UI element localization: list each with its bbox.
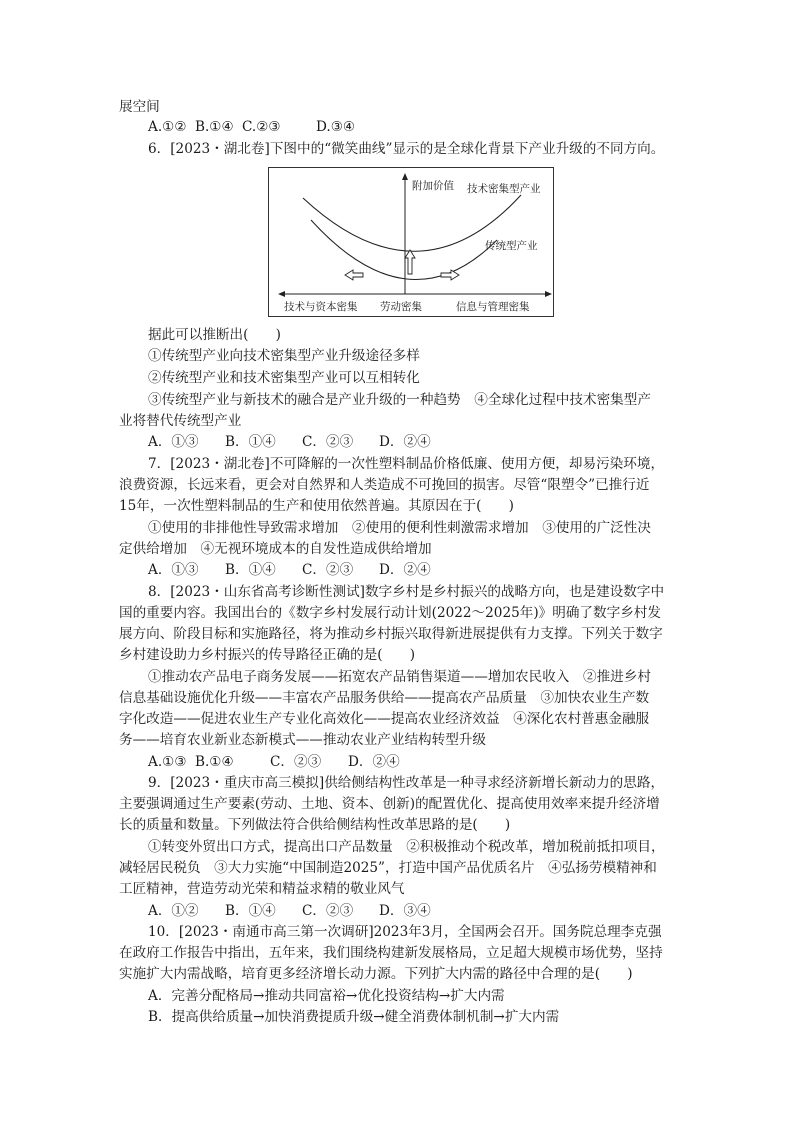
- q7-line-3: 15年，一次性塑料制品的生产和使用依然普遍。其原因在于( ): [119, 498, 514, 514]
- q6-item-3: ③传统型产业与新技术的融合是产业升级的一种趋势 ④全球化过程中技术密集型产: [148, 392, 651, 408]
- q8-line-4: 乡村建设助力乡村振兴的传导路径正确的是( ): [119, 647, 416, 663]
- curve-top-label: 技术密集型产业: [467, 183, 541, 195]
- q5-tail-text: 展空间: [119, 99, 160, 115]
- up-hollow-arrow: [405, 250, 415, 274]
- x-label-left: 技术与资本密集: [284, 301, 358, 313]
- q6-option-a: A．①③: [148, 434, 199, 450]
- q8-line-6: 信息基础设施优化升级——丰富农产品服务供给——提高农产品质量 ③加快农业生产数: [119, 690, 650, 706]
- x-axis-right-arrowhead: [545, 291, 552, 297]
- q10-line-1: 10．[2023・南通市高三第一次调研]2023年3月，全国两会召开。国务院总理李克强: [148, 924, 662, 940]
- q9-line-4: ①转变外贸出口方式，提高出口产品数量 ②积极推动个税改革，增加税前抵扣项目，: [148, 839, 665, 855]
- smile-curve-figure: [268, 167, 554, 317]
- q7-line-4: ①使用的非排他性导致需求增加 ②使用的便利性刺激需求增加 ③使用的广泛性决: [148, 520, 651, 536]
- q7-option-a: A．①③: [148, 562, 199, 578]
- q7-line-2: 浪费资源，长远来看，更会对自然界和人类造成不可挽回的损害。尽管“限塑令”已推行近: [119, 477, 650, 493]
- q10-line-2: 在政府工作报告中指出，五年来，我们围绕构建新发展格局，立足超大规模市场优势，坚持: [119, 945, 663, 961]
- q9-line-6: 工匠精神，营造劳动光荣和精益求精的敬业风气: [119, 881, 405, 897]
- q5-option-b: B.①④: [195, 119, 234, 135]
- curve-bottom-label: 传统型产业: [485, 240, 538, 252]
- q8-line-7: 字化改造——促进农业生产专业化高效化——提高农业经济效益 ④深化农村普惠金融服: [119, 711, 650, 727]
- q5-options: [148, 117, 355, 137]
- q7-option-b: B．①④: [225, 562, 276, 578]
- q7-line-5: 定供给增加 ④无视环境成本的自发性造成供给增加: [119, 541, 432, 557]
- q8-options: [148, 752, 400, 772]
- q6-stem: 6．[2023・湖北卷]下图中的“微笑曲线”显示的是全球化背景下产业升级的不同方向。: [148, 141, 665, 157]
- q9-option-a: A．①②: [148, 903, 199, 919]
- q6-option-b: B．①④: [225, 434, 276, 450]
- x-label-middle: 劳动密集: [380, 301, 422, 313]
- q8-line-8: 务——培育农业新业态新模式——推动农业产业结构转型升级: [119, 732, 487, 748]
- q9-line-2: 主要强调通过生产要素(劳动、土地、资本、创新)的配置优化、提高使用效率来提升经济增: [119, 796, 660, 812]
- q9-line-1: 9．[2023・重庆市高三模拟]供给侧结构性改革是一种寻求经济新增长新动力的思路，: [148, 775, 665, 791]
- q8-option-a: A.①③: [148, 754, 187, 770]
- x-axis-left-arrowhead: [278, 291, 285, 297]
- y-axis-label: 附加价值: [412, 180, 454, 192]
- q5-option-c: C.②③: [242, 119, 281, 135]
- q8-line-2: 国的重要内容。我国出台的《数字乡村发展行动计划(2022～2025年)》明确了数字乡村发: [119, 605, 661, 621]
- q9-line-5: 减轻居民税负 ③大力实施“中国制造2025”，打造中国产品优质名片 ④弘扬劳模精神和: [119, 860, 657, 876]
- curve-traditional: [311, 220, 497, 280]
- x-label-right: 信息与管理密集: [456, 301, 530, 313]
- q6-prompt: 据此可以推断出( ): [148, 327, 281, 343]
- q6-item-2: ②传统型产业和技术密集型产业可以互相转化: [148, 370, 420, 386]
- q5-option-d: D.③④: [316, 119, 356, 135]
- q5-option-a: A.①②: [148, 119, 187, 135]
- q6-options: [148, 432, 431, 452]
- q9-option-d: D．③④: [379, 903, 431, 919]
- q8-option-b: B.①④: [195, 754, 234, 770]
- q8-line-5: ①推动农产品电子商务发展——拓宽农产品销售渠道——增加农民收入 ②推进乡村: [148, 669, 651, 685]
- q8-option-d: D．②④: [348, 754, 400, 770]
- q6-option-d: D．②④: [379, 434, 431, 450]
- q10-line-3: 实施扩大内需战略，培育更多经济增长动力源。下列扩大内需的路径中合理的是( ): [119, 966, 633, 982]
- q10-option-a: A．完善分配格局→推动共同富裕→优化投资结构→扩大内需: [148, 988, 505, 1004]
- q6-item-1: ①传统型产业向技术密集型产业升级途径多样: [148, 348, 420, 364]
- q6-option-c: C．②③: [302, 434, 354, 450]
- q8-line-3: 展方向、阶段目标和实施路径，将为推动乡村振兴取得新进展提供有力支撑。下列关于数字: [119, 626, 663, 642]
- left-hollow-arrow: [345, 270, 363, 280]
- q10-option-b: B．提高供给质量→加快消费提质升级→健全消费体制机制→扩大内需: [148, 1009, 560, 1025]
- q7-option-c: C．②③: [302, 562, 354, 578]
- q9-line-3: 长的质量和数量。下列做法符合供给侧结构性改革思路的是( ): [119, 817, 511, 833]
- q9-option-c: C．②③: [302, 903, 354, 919]
- q7-option-d: D．②④: [379, 562, 431, 578]
- q7-options: [148, 560, 431, 580]
- right-hollow-arrow: [441, 270, 459, 280]
- q7-line-1: 7．[2023・湖北卷]不可降解的一次性塑料制品价格低廉、使用方便，却易污染环境，: [148, 456, 665, 472]
- q8-option-c: C．②③: [270, 754, 322, 770]
- q9-option-b: B．①④: [225, 903, 276, 919]
- q6-item-3-cont: 业将替代传统型产业: [119, 413, 242, 429]
- q8-line-1: 8．[2023・山东省高考诊断性测试]数字乡村是乡村振兴的战略方向，也是建设数字中: [148, 584, 665, 600]
- y-axis-arrowhead: [402, 173, 408, 180]
- q9-options: [148, 901, 431, 921]
